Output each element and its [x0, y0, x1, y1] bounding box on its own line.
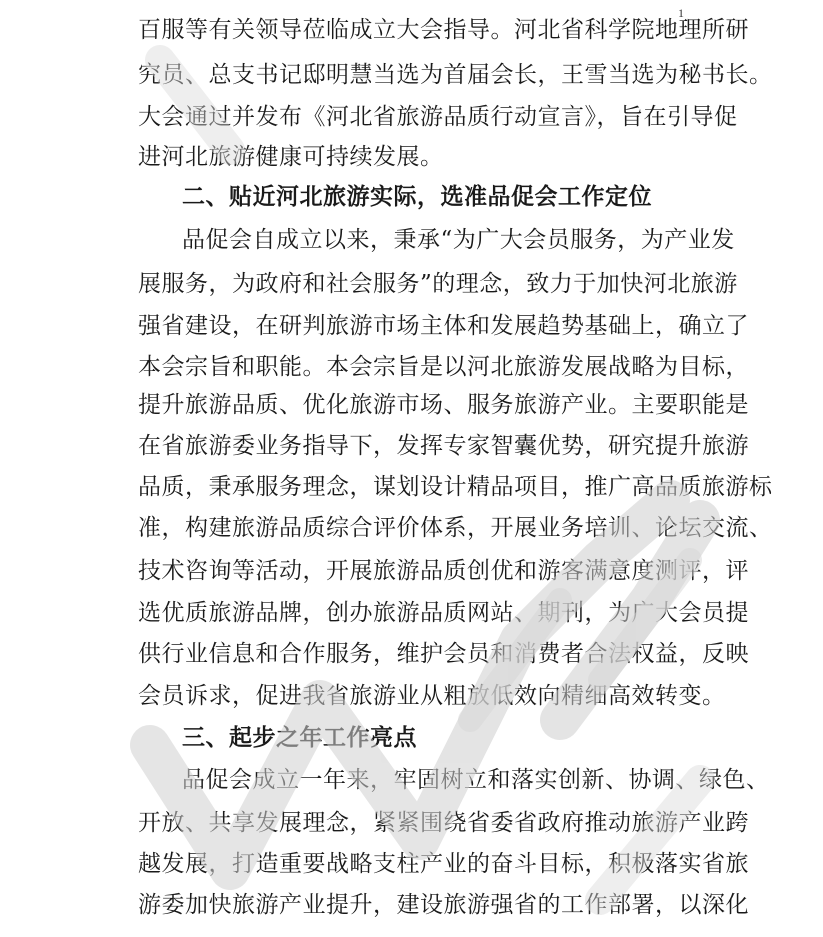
section-heading: 三、起步之年工作亮点	[182, 725, 417, 751]
text-line: 技术咨询等活动，开展旅游品质创优和游客满意度测评，评	[138, 558, 749, 584]
text-line: 开放、共享发展理念，紧紧围绕省委省政府推动旅游产业跨	[138, 810, 749, 836]
text-line: 品促会成立一年来，牢固树立和落实创新、协调、绿色、	[182, 767, 770, 793]
text-line: 准，构建旅游品质综合评价体系，开展业务培训、论坛交流、	[138, 515, 773, 541]
text-line: 会员诉求，促进我省旅游业从粗放低效向精细高效转变。	[138, 683, 726, 709]
text-line: 选优质旅游品牌，创办旅游品质网站、期刊，为广大会员提	[138, 600, 749, 626]
text-line: 强省建设，在研判旅游市场主体和发展趋势基础上，确立了	[138, 313, 749, 339]
text-line: 展服务，为政府和社会服务”的理念，致力于加快河北旅游	[138, 271, 738, 297]
text-line: 越发展，打造重要战略支柱产业的奋斗目标，积极落实省旅	[138, 851, 749, 877]
text-line: 品促会自成立以来，秉承“为广大会员服务，为产业发	[182, 227, 735, 253]
section-heading: 二、贴近河北旅游实际，选准品促会工作定位	[182, 184, 652, 210]
text-line: 百服等有关领导莅临成立大会指导。河北省科学院地理所研	[138, 17, 749, 43]
text-line: 品质，秉承服务理念，谋划设计精品项目，推广高品质旅游标	[138, 474, 773, 500]
page-number: 1	[678, 6, 684, 20]
text-line: 在省旅游委业务指导下，发挥专家智囊优势，研究提升旅游	[138, 433, 749, 459]
text-line: 游委加快旅游产业提升，建设旅游强省的工作部署，以深化	[138, 892, 749, 918]
text-line: 究员、总支书记邸明慧当选为首届会长，王雪当选为秘书长。	[138, 62, 773, 88]
text-line: 提升旅游品质、优化旅游市场、服务旅游产业。主要职能是	[138, 392, 749, 418]
text-line: 供行业信息和合作服务，维护会员和消费者合法权益，反映	[138, 641, 749, 667]
text-line: 大会通过并发布《河北省旅游品质行动宣言》，旨在引导促	[138, 104, 738, 130]
text-line: 本会宗旨和职能。本会宗旨是以河北旅游发展战略为目标，	[138, 354, 749, 380]
text-line: 进河北旅游健康可持续发展。	[138, 144, 444, 170]
